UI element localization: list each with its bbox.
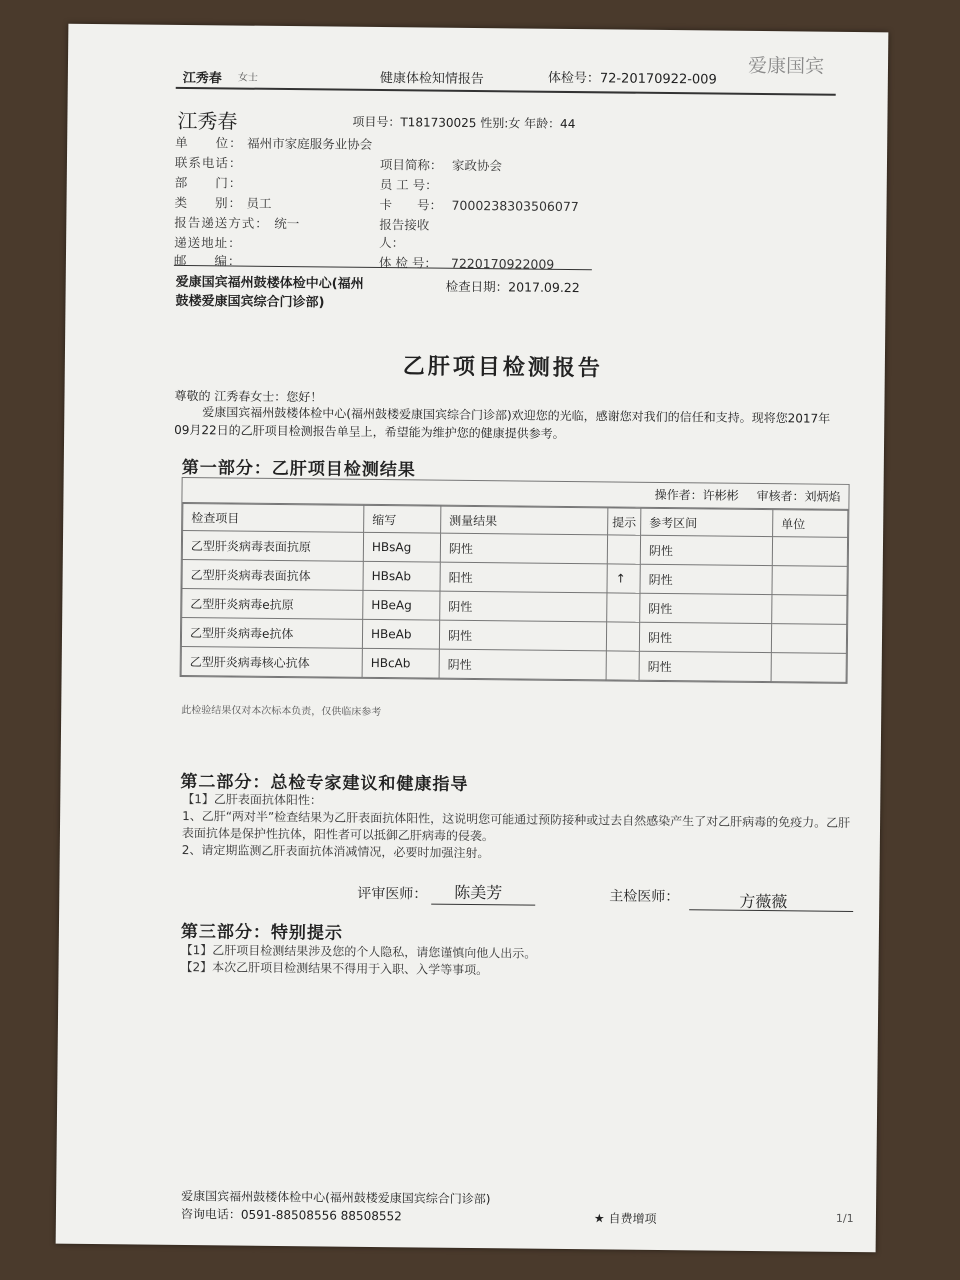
header-report-title: 健康体检知情报告: [379, 71, 484, 88]
info-value: 福州市家庭服务业协会: [247, 135, 373, 152]
info-label: 部 门：: [174, 174, 243, 191]
header-gender: 女士: [237, 72, 258, 84]
footer-self-pay: ★ 自费增项: [593, 1211, 657, 1226]
cell-item: 乙型肝炎病毒表面抗原: [182, 530, 363, 561]
info-label: 体 检 号：: [378, 255, 437, 271]
info-row-company: [175, 133, 372, 153]
cell-result: 阴性: [439, 649, 606, 680]
exam-center-name: 爱康国宾福州鼓楼体检中心(福州鼓楼爱康国宾综合门诊部): [175, 274, 364, 311]
notice-line: 【2】本次乙肝项目检测结果不得用于入职、入学等事项。: [180, 959, 489, 978]
info-value: 家政协会: [451, 157, 503, 174]
section2-body: [182, 791, 863, 866]
info-value: 统一: [274, 215, 300, 232]
info-label: 类 别：: [174, 194, 243, 211]
cell-result: 阳性: [440, 562, 607, 593]
info-row-employee-no: [380, 175, 452, 194]
cell-item: 乙型肝炎病毒e抗体: [181, 617, 362, 648]
col-header: 参考区间: [641, 508, 773, 536]
cell-abbr: HBsAb: [363, 561, 440, 591]
info-label: 单 位：: [175, 134, 243, 151]
info-label: 联系电话：: [174, 154, 243, 171]
info-label: 报告递送方式：: [174, 214, 269, 231]
info-label: 邮 编：: [173, 252, 242, 269]
info-row-receiver: [379, 215, 451, 252]
cell-unit: [772, 595, 847, 625]
info-row-exam-no: [379, 253, 555, 273]
table-row: [181, 646, 846, 682]
cell-abbr: HBeAb: [362, 619, 439, 649]
signature-line: [431, 904, 535, 906]
advice-line: 2、请定期监测乙肝表面抗体消减情况，必要时加强注射。: [181, 842, 490, 861]
advice-line: 【1】乙肝表面抗体阳性：: [182, 791, 323, 808]
footer-center: 爱康国宾福州鼓楼体检中心(福州鼓楼爱康国宾综合门诊部): [181, 1188, 491, 1207]
info-row-phone: [175, 153, 247, 172]
notice-line: 【1】乙肝项目检测结果涉及您的个人隐私，请您谨慎向他人出示。: [180, 942, 537, 961]
patient-name: 江秀春: [177, 108, 238, 134]
cell-abbr: HBeAg: [363, 590, 440, 620]
cell-result: 阴性: [440, 591, 607, 622]
info-label: 递送地址：: [174, 234, 242, 251]
col-header: 测量结果: [441, 506, 608, 535]
info-label: 报告接收人：: [379, 217, 430, 251]
cell-item: 乙型肝炎病毒e抗原: [182, 588, 363, 619]
cell-ref: 阴性: [639, 622, 771, 652]
footer-phone: 咨询电话：0591-88508556 88508552: [180, 1206, 402, 1224]
reviewer: 审核者：刘炳焰: [756, 488, 841, 504]
cell-item: 乙型肝炎病毒表面抗体: [182, 559, 363, 590]
header-exam-number: 体检号：72-20170922-009: [547, 70, 717, 88]
results-table: [180, 477, 850, 684]
page-number: 1/1: [835, 1211, 854, 1226]
col-header: 缩写: [364, 505, 441, 533]
report-page: [56, 24, 889, 1253]
exam-date: 检查日期：2017.09.22: [445, 278, 580, 296]
cell-ref: 阴性: [640, 564, 772, 594]
info-value: 7000238303506077: [451, 197, 579, 215]
cell-abbr: HBsAg: [363, 532, 440, 562]
section1-title: 第一部分：乙肝项目检测结果: [181, 457, 416, 481]
cell-unit: [771, 653, 846, 683]
greeting: 尊敬的 江秀春女士：您好！: [174, 388, 323, 405]
cell-unit: [772, 537, 847, 567]
info-row-project: [380, 155, 502, 174]
header-divider: [176, 87, 836, 96]
info-row-delivery: [174, 213, 299, 232]
info-row-department: [175, 173, 247, 192]
cell-ref: 阴性: [640, 535, 772, 565]
section3-body: [180, 942, 860, 983]
info-label: 卡 号：: [379, 197, 443, 213]
cell-ref: 阴性: [640, 593, 772, 623]
cell-flag: ↑: [607, 564, 640, 593]
chief-doctor-signature: 方薇薇: [739, 891, 788, 912]
cell-unit: [771, 624, 846, 654]
header-patient-name: 江秀春: [182, 70, 222, 87]
cell-flag: [606, 651, 639, 680]
patient-meta: 项目号：T181730025 性别:女 年龄：44: [352, 114, 576, 132]
report-title: 乙肝项目检测报告: [402, 354, 603, 382]
table-note: 此检验结果仅对本次标本负责，仅供临床参考: [181, 704, 382, 719]
brand-logo: 爱康国宾: [747, 54, 825, 78]
col-header: 提示: [608, 508, 641, 535]
chief-doctor-label: 主检医师：: [609, 888, 680, 906]
info-value: 员工: [246, 195, 272, 211]
cell-flag: [607, 535, 640, 564]
advice-line: 1、乙肝“两对半”检查结果为乙肝表面抗体阳性，这说明您可能通过预防接种或过去自然感染产生了对乙肝病毒的免疫力。乙肝表面抗体是保护性抗体，阳性者可以抵御乙肝病毒的侵袭。: [181, 808, 851, 844]
info-value: 7220170922009: [450, 255, 555, 272]
cell-abbr: HBcAb: [362, 648, 439, 678]
cell-ref: 阴性: [639, 651, 771, 681]
section3-title: 第三部分：特别提示: [180, 921, 344, 944]
info-label: 员 工 号：: [379, 177, 438, 193]
cell-unit: [772, 566, 847, 596]
cell-flag: [606, 622, 639, 651]
info-label: 项目简称：: [379, 157, 443, 173]
section2-title: 第二部分：总检专家建议和健康指导: [180, 771, 469, 795]
info-row-address: [174, 233, 246, 252]
cell-item: 乙型肝炎病毒核心抗体: [181, 646, 362, 677]
cell-flag: [607, 593, 640, 622]
cell-result: 阴性: [439, 620, 606, 651]
operator: 操作者：许彬彬: [654, 487, 739, 503]
cell-result: 阴性: [440, 533, 607, 564]
reviewer-doctor-signature: 陈美芳: [454, 882, 503, 903]
intro-paragraph: 爱康国宾福州鼓楼体检中心(福州鼓楼爱康国宾综合门诊部)欢迎您的光临，感谢您对我们的信任和支持。现将您2017年09月22日的乙肝项目检测报告单呈上，希望能为维护您的健康提供参考。: [174, 405, 831, 441]
col-header: 检查项目: [183, 503, 364, 532]
reviewer-doctor-label: 评审医师：: [357, 885, 428, 903]
col-header: 单位: [773, 510, 848, 538]
info-row-card-no: [379, 195, 578, 215]
info-row-category: [174, 193, 271, 212]
info-row-postcode: [174, 251, 246, 270]
